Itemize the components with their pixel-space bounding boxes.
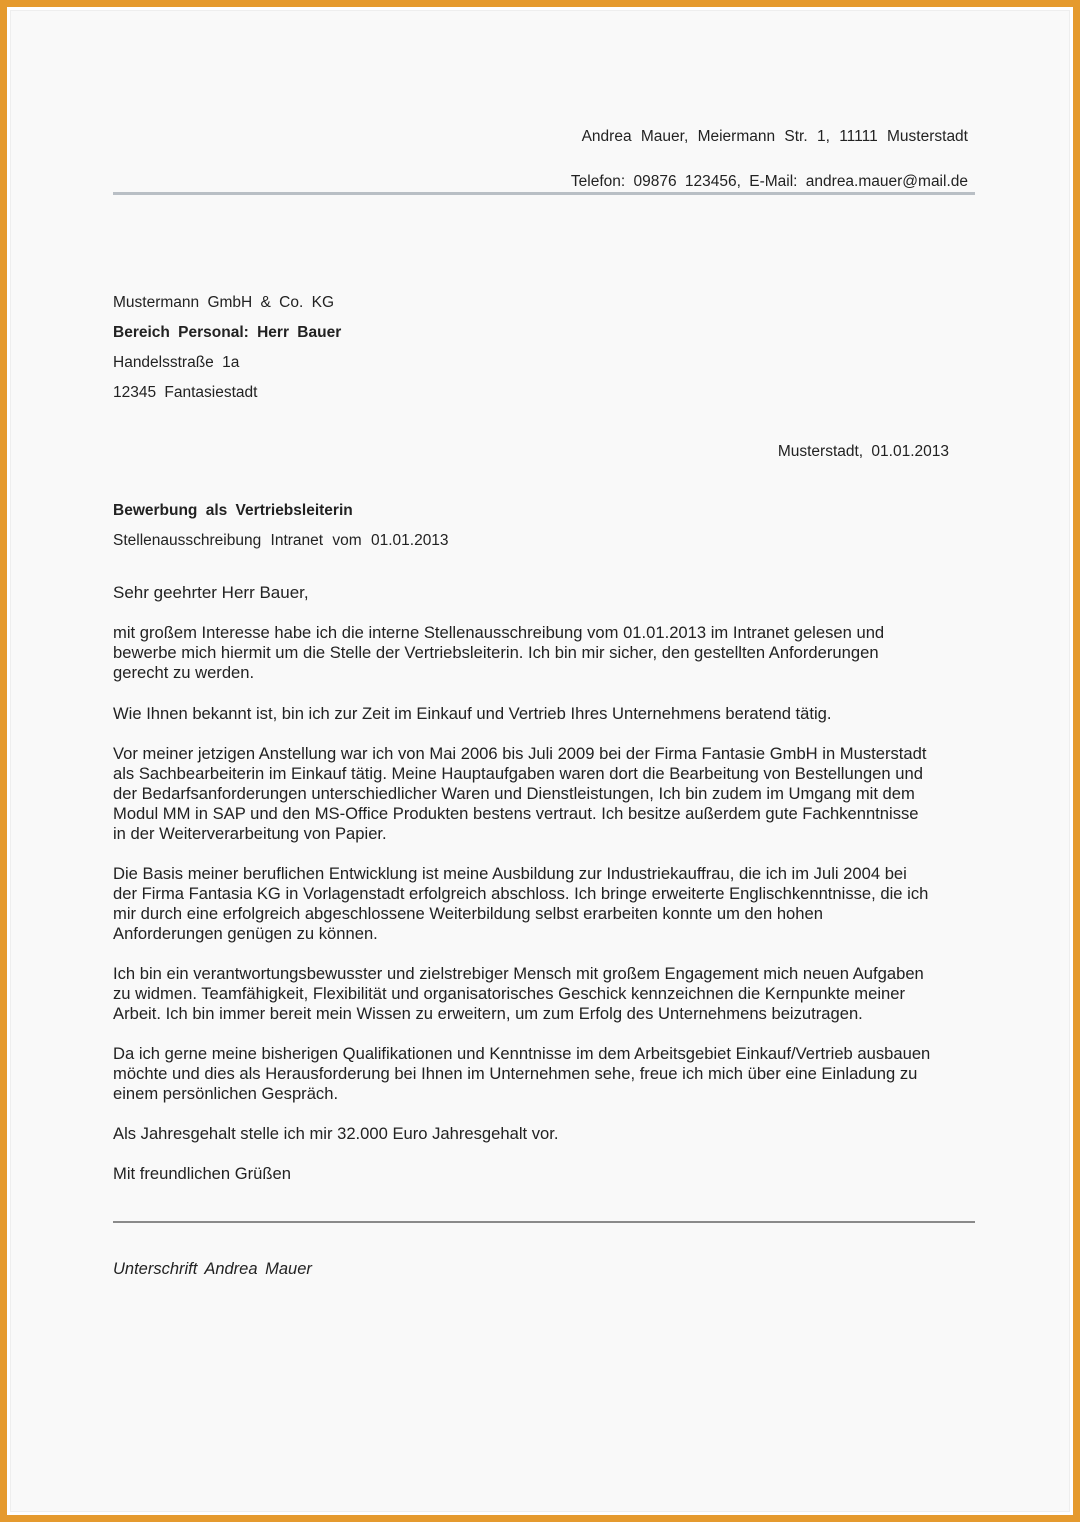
paragraph-line: Anforderungen genügen zu können. — [113, 924, 378, 943]
paragraph — [113, 1044, 983, 1104]
header-divider — [113, 192, 975, 195]
paragraph-line: mir durch eine erfolgreich abgeschlossene Weiterbildung selbst erarbeiten konnte um den hohen — [113, 904, 823, 923]
paragraph-line: in der Weiterverarbeitung von Papier. — [113, 824, 387, 843]
salutation: Sehr geehrter Herr Bauer, — [113, 583, 309, 602]
paragraph — [113, 623, 983, 683]
paragraph — [113, 864, 983, 944]
paragraph-line: der Bedarfsanforderungen unterschiedlicher Waren und Dienstleistungen, Ich bin zudem im Umgang mit dem — [113, 784, 915, 803]
paragraph-line: Arbeit. Ich bin immer bereit mein Wissen zu erweitern, um zum Erfolg des Unternehmens beizutragen. — [113, 1004, 863, 1023]
date-line: Musterstadt, 01.01.2013 — [777, 443, 949, 460]
subject-line: Bewerbung als Vertriebsleiterin — [113, 502, 353, 519]
paragraph — [113, 744, 983, 844]
closing — [113, 1164, 983, 1184]
paragraph — [113, 704, 983, 724]
paragraph-line: Modul MM in SAP und den MS-Office Produkten bestens vertraut. Ich besitze außerdem gute Fachkenntnisse — [113, 804, 919, 823]
recipient-city: 12345 Fantasiestadt — [113, 384, 258, 401]
recipient-company: Mustermann GmbH & Co. KG — [113, 294, 335, 311]
paragraph — [113, 964, 983, 1024]
paragraph-line: mit großem Interesse habe ich die interne Stellenausschreibung vom 01.01.2013 im Intranet gelesen und — [113, 623, 885, 642]
recipient-department: Bereich Personal: Herr Bauer — [113, 324, 342, 341]
paragraph-line: zu widmen. Teamfähigkeit, Flexibilität und organisatorisches Geschick kennzeichnen die Kernpunkte meiner — [113, 984, 906, 1003]
reference-line: Stellenausschreibung Intranet vom 01.01.2013 — [113, 532, 449, 549]
paragraph-line: als Sachbearbeiterin im Einkauf tätig. Meine Hauptaufgaben waren dort die Bearbeitung von Bestellungen und — [113, 764, 923, 783]
paragraph-line: bewerbe mich hiermit um die Stelle der Vertriebsleiterin. Ich bin mir sicher, den gestellten Anforderungen — [113, 643, 879, 662]
sender-address: Andrea Mauer, Meiermann Str. 1, 11111 Musterstadt — [581, 128, 968, 145]
paragraph-line: gerecht zu werden. — [113, 663, 255, 682]
closing-line: Mit freundlichen Grüßen — [113, 1164, 292, 1183]
signature: Unterschrift Andrea Mauer — [113, 1260, 312, 1278]
paragraph-line: Wie Ihnen bekannt ist, bin ich zur Zeit im Einkauf und Vertrieb Ihres Unternehmens beratend tätig. — [113, 704, 832, 723]
paragraph — [113, 1124, 983, 1144]
paragraph-line: Als Jahresgehalt stelle ich mir 32.000 Euro Jahresgehalt vor. — [113, 1124, 559, 1143]
paragraph-line: Vor meiner jetzigen Anstellung war ich von Mai 2006 bis Juli 2009 bei der Firma Fantasie GmbH in Musterstadt — [113, 744, 927, 763]
paragraph-line: einem persönlichen Gespräch. — [113, 1084, 339, 1103]
letter-sheet — [11, 11, 1069, 1511]
recipient-street: Handelsstraße 1a — [113, 354, 240, 371]
paragraph-line: Da ich gerne meine bisherigen Qualifikationen und Kenntnisse im dem Arbeitsgebiet Einkauf/Vertrieb ausbauen — [113, 1044, 931, 1063]
paragraph-line: der Firma Fantasia KG in Vorlagenstadt erfolgreich abschloss. Ich bringe erweiterte Englischkenntnisse, die ich — [113, 884, 929, 903]
paragraph-line: möchte und dies als Herausforderung bei Ihnen im Unternehmen sehe, freue ich mich über eine Einladung zu — [113, 1064, 918, 1083]
sender-contact: Telefon: 09876 123456, E-Mail: andrea.mauer@mail.de — [570, 173, 968, 190]
paragraph-line: Ich bin ein verantwortungsbewusster und zielstrebiger Mensch mit großem Engagement mich neuen Aufgaben — [113, 964, 924, 983]
paragraph-line: Die Basis meiner beruflichen Entwicklung ist meine Ausbildung zur Industriekauffrau, die ich im Juli 2004 bei — [113, 864, 907, 883]
signature-divider — [113, 1221, 975, 1223]
